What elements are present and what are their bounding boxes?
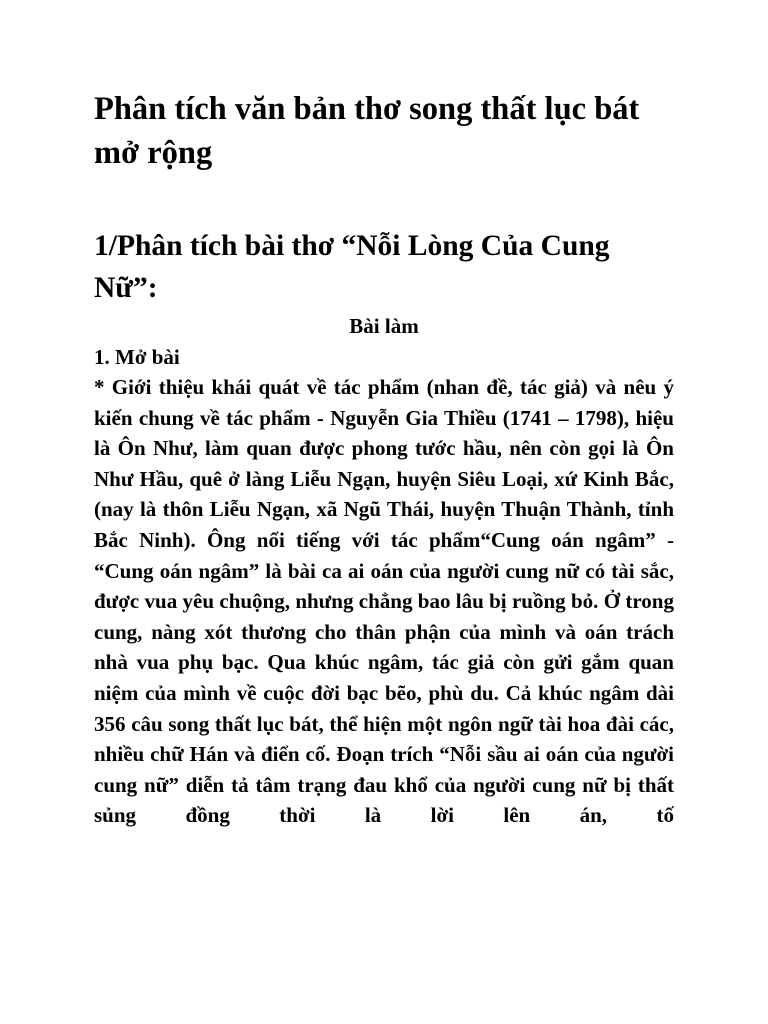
document-title: Phân tích văn bản thơ song thất lục bát mở rộng	[94, 91, 640, 171]
sub-heading: Bài làm	[349, 314, 419, 338]
section-title: 1/Phân tích bài thơ “Nỗi Lòng Của Cung Nữ”:	[94, 230, 610, 304]
part-heading: 1. Mở bài	[94, 345, 180, 369]
body-paragraph: * Giới thiệu khái quát về tác phẩm (nhan đề, tác giả) và nêu ý kiến chung về tác phẩm - Nguyễn Gia Thiều (1741 – 1798), hiệu là Ôn Như, làm quan được phong tước hầu, nên còn gọi là Ôn Như Hầu, quê ở làng Liễu Ngạn, huyện Siêu Loại, xứ Kinh Bắc, (nay là thôn Liễu Ngạn, xã Ngũ Thái, huyện Thuận Thành, tỉnh Bắc Ninh). Ông nổi tiếng với tác phẩm“Cung oán ngâm” - “Cung oán ngâm” là bài ca ai oán của người cung nữ có tài sắc, được vua yêu chuộng, nhưng chẳng bao lâu bị ruồng bỏ. Ở trong cung, nàng xót thương cho thân phận của mình và oán trách nhà vua phụ bạc. Qua khúc ngâm, tác giả còn gửi gắm quan niệm của mình về cuộc đời bạc bẽo, phù du. Cả khúc ngâm dài 356 câu song thất lục bát, thể hiện một ngôn ngữ tài hoa đài các, nhiều chữ Hán và điển cố. Đoạn trích “Nỗi sầu ai oán của người cung nữ” diễn tả tâm trạng đau khổ của người cung nữ bị thất sủng đồng thời là lời lên án, tố	[94, 375, 674, 828]
